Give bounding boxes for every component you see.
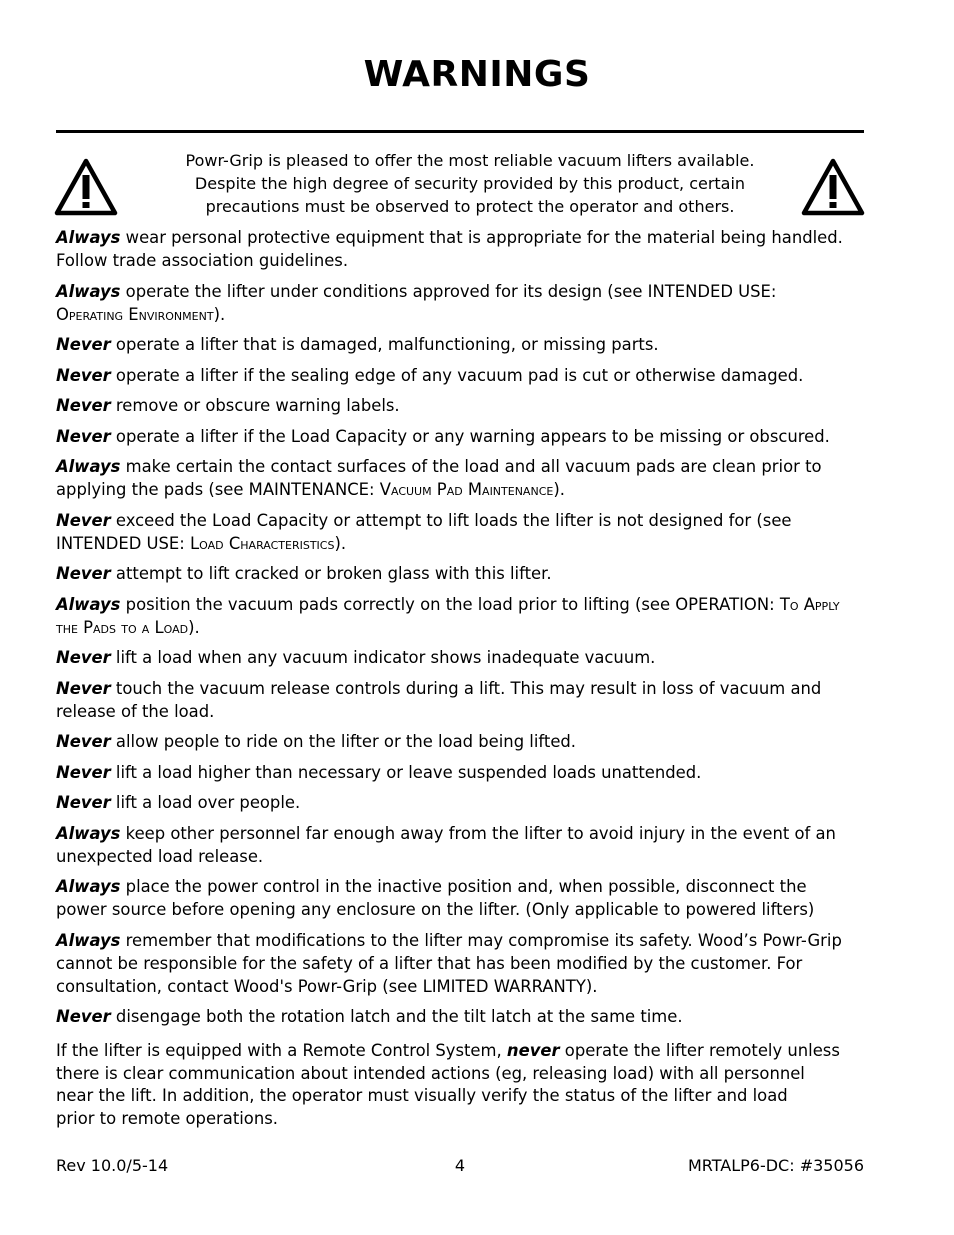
warning-keyword: Always — [56, 457, 121, 476]
warning-keyword: Never — [56, 335, 111, 354]
warning-line: prior to remote operations. — [56, 1109, 278, 1129]
warning-keyword: Never — [56, 365, 111, 385]
warning-text: disengage both the rotation latch and the tilt latch at the same time. — [110, 1007, 683, 1026]
warning-keyword: Always — [56, 228, 121, 247]
warning-line — [56, 364, 886, 387]
warning-text: ). — [213, 304, 226, 324]
warning-line — [56, 562, 886, 585]
warning-text: lift a load higher than necessary or leave suspended loads unattended. — [110, 762, 702, 782]
warning-keyword: Always — [56, 877, 121, 896]
intro-line: Despite the high degree of security provided by this product, certain — [194, 174, 746, 193]
remote-control-paragraph — [56, 1040, 886, 1131]
warning-keyword: Always — [56, 823, 121, 843]
warning-item — [56, 761, 886, 784]
page-title: WARNINGS — [363, 54, 591, 95]
warning-text: touch the vacuum release controls during a lift. This may result in loss of vacuum and — [110, 678, 822, 698]
warning-text: ). — [188, 617, 200, 637]
warning-line — [56, 226, 886, 249]
revision-label: Rev 10.0/5-14 — [56, 1156, 169, 1175]
page-number: 4 — [454, 1156, 466, 1175]
intro-paragraph — [150, 149, 790, 218]
document-id: MRTALP6-DC: #35056 — [687, 1156, 864, 1175]
warning-keyword: Never — [56, 564, 111, 583]
intro-line: Powr-Grip is pleased to offer the most reliable vacuum lifters available. — [185, 151, 755, 170]
warning-line: release of the load. — [56, 701, 215, 721]
warning-line: Follow trade association guidelines. — [56, 251, 349, 270]
warning-line — [56, 455, 886, 478]
warning-line — [56, 616, 886, 639]
warning-line — [56, 730, 886, 753]
warning-text: operate a lifter if the Load Capacity or any warning appears to be missing or obscured. — [110, 426, 830, 446]
warning-keyword: Never — [56, 1007, 111, 1026]
warning-text: operate a lifter if the sealing edge of any vacuum pad is cut or otherwise damaged. — [110, 365, 804, 385]
warning-keyword: Never — [56, 648, 111, 667]
warning-item — [56, 364, 886, 387]
warning-item — [56, 822, 886, 868]
page-footer — [56, 1156, 864, 1178]
intro-line: precautions must be observed to protect the operator and others. — [205, 197, 735, 216]
warning-keyword: Never — [56, 762, 111, 782]
warning-keyword: Never — [56, 510, 111, 530]
warning-text: exceed the Load Capacity or attempt to lift loads the lifter is not designed for (see — [110, 510, 792, 530]
warning-line — [56, 677, 886, 700]
warning-item — [56, 875, 886, 921]
warning-text: place the power control in the inactive position and, when possible, disconnect the — [120, 877, 807, 896]
warning-line — [56, 593, 886, 616]
warning-text: wear personal protective equipment that is appropriate for the material being handled. — [120, 228, 843, 247]
section-reference: Operating Environment — [56, 304, 214, 324]
warning-line — [56, 1040, 886, 1063]
section-reference: the Pads to a Load — [56, 617, 189, 637]
warning-item — [56, 562, 886, 585]
warning-item — [56, 791, 886, 814]
warning-line — [56, 929, 886, 952]
warning-keyword: Never — [56, 793, 111, 812]
warning-item — [56, 593, 886, 639]
warning-line — [56, 646, 886, 669]
section-reference: Load Characteristics — [190, 533, 335, 553]
warning-item — [56, 677, 886, 723]
warning-text: remove or obscure warning labels. — [110, 396, 400, 415]
warning-line — [56, 333, 886, 356]
warning-line — [56, 822, 886, 845]
warning-text: lift a load when any vacuum indicator shows inadequate vacuum. — [110, 648, 656, 667]
warning-text: make certain the contact surfaces of the load and all vacuum pads are clean prior to — [120, 457, 822, 476]
warning-line — [56, 394, 886, 417]
warning-item — [56, 394, 886, 417]
warning-line — [56, 532, 886, 555]
warning-keyword: never — [506, 1041, 560, 1060]
warning-item — [56, 646, 886, 669]
warning-text: position the vacuum pads correctly on the load prior to lifting (see OPERATION: — [120, 594, 780, 614]
warning-line: consultation, contact Wood's Powr-Grip (see LIMITED WARRANTY). — [56, 976, 598, 996]
warning-text: lift a load over people. — [110, 793, 301, 812]
warning-keyword: Always — [56, 930, 121, 950]
warning-text: applying the pads (see MAINTENANCE: — [56, 480, 380, 499]
warning-triangle-icon — [54, 157, 118, 217]
warning-keyword: Never — [56, 396, 111, 415]
warning-line — [56, 875, 886, 898]
warning-item — [56, 333, 886, 356]
warning-text: operate the lifter under conditions approved for its design (see INTENDED USE: — [120, 281, 777, 301]
warning-triangle-icon — [801, 157, 865, 217]
warning-text: operate the lifter remotely unless — [559, 1041, 840, 1060]
warning-item — [56, 730, 886, 753]
warning-text: allow people to ride on the lifter or the load being lifted. — [110, 732, 577, 751]
warning-line — [56, 425, 886, 448]
warning-item — [56, 425, 886, 448]
warning-line: power source before opening any enclosure on the lifter. (Only applicable to powered lifters) — [56, 900, 815, 919]
warning-line — [56, 303, 886, 326]
warning-text: remember that modifications to the lifter may compromise its safety. Wood’s Powr-Grip — [120, 930, 842, 950]
title-divider — [56, 130, 864, 133]
warning-line — [56, 280, 886, 303]
section-reference: To Apply — [779, 594, 840, 614]
warnings-list — [56, 226, 886, 1131]
warning-keyword: Always — [56, 594, 121, 614]
warning-line — [56, 1005, 886, 1028]
warning-keyword: Never — [56, 732, 111, 751]
warning-text: INTENDED USE: — [56, 533, 191, 553]
warning-item — [56, 929, 886, 998]
warning-line — [56, 478, 886, 501]
warning-keyword: Never — [56, 426, 111, 446]
warning-line: cannot be responsible for the safety of a lifter that has been modified by the customer. For — [56, 953, 803, 973]
warning-line: there is clear communication about intended actions (eg, releasing load) with all personnel — [56, 1063, 805, 1083]
section-reference: Vacuum Pad Maintenance — [379, 480, 554, 499]
warning-keyword: Always — [56, 281, 121, 301]
warning-line: unexpected load release. — [56, 846, 264, 866]
warning-item — [56, 1005, 886, 1028]
warning-line: near the lift. In addition, the operator must visually verify the status of the lifter and load — [56, 1086, 788, 1106]
warning-text: ). — [334, 533, 347, 553]
warning-text: attempt to lift cracked or broken glass with this lifter. — [110, 564, 552, 583]
warning-line — [56, 791, 886, 814]
warning-text: keep other personnel far enough away from the lifter to avoid injury in the event of an — [120, 823, 836, 843]
warning-item — [56, 280, 886, 326]
warning-keyword: Never — [56, 678, 111, 698]
warning-text: If the lifter is equipped with a Remote Control System, — [56, 1041, 507, 1060]
warning-item — [56, 509, 886, 555]
warning-text: operate a lifter that is damaged, malfunctioning, or missing parts. — [110, 335, 659, 354]
warning-item — [56, 226, 886, 272]
warning-line — [56, 761, 886, 784]
warning-text: ). — [553, 480, 565, 499]
warning-item — [56, 455, 886, 501]
warning-line — [56, 509, 886, 532]
